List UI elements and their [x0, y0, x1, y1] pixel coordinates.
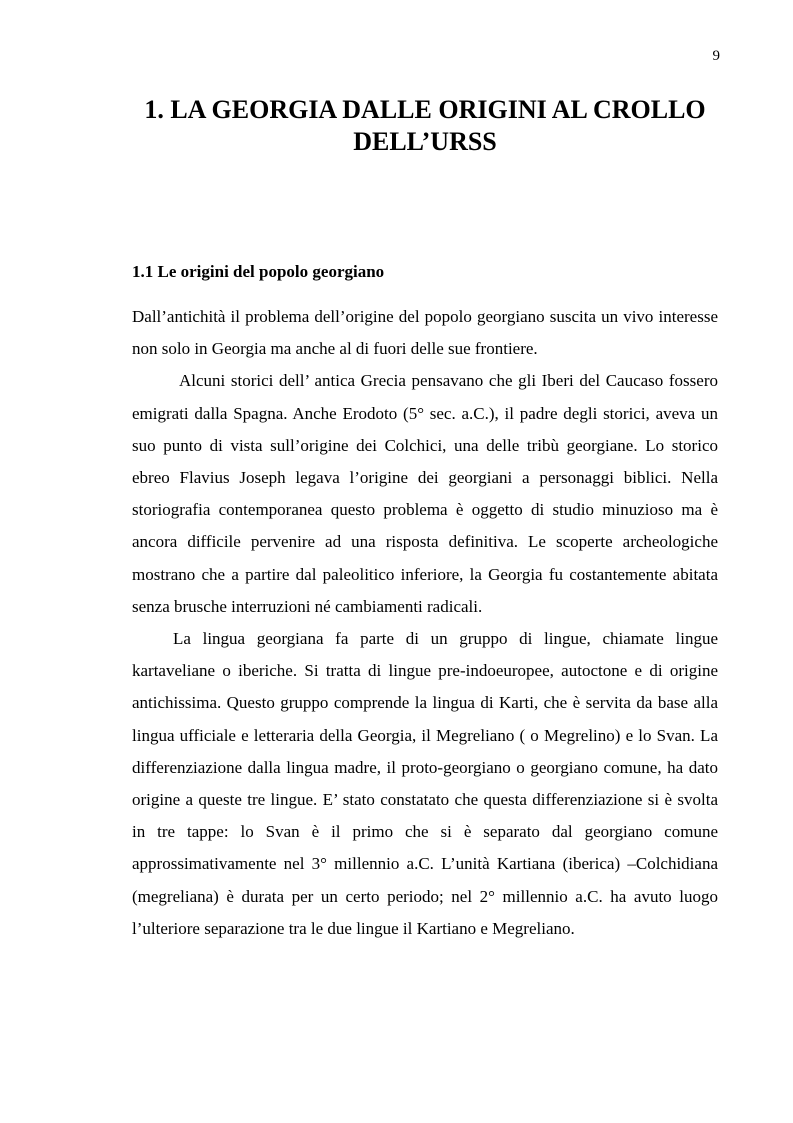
- body-text: [132, 301, 718, 945]
- paragraph-3: La lingua georgiana fa parte di un gruppo di lingue, chiamate lingue kartaveliane o iberiche. Si tratta di lingue pre-indoeuropee, autoctone e di origine antichissima. Questo gruppo comprende la lingua di Karti, che è servita da base alla lingua ufficiale e letteraria della Georgia, il Megreliano ( o Megrelino) e lo Svan. La differenziazione dalla lingua madre, il proto-georgiano o georgiano comune, ha dato origine a queste tre lingue. E’ stato constatato che questa differenziazione si è svolta in tre tappe: lo Svan è il primo che si è separato dal georgiano comune approssimativamente nel 3° millennio a.C. L’unità Kartiana (iberica) –Colchidiana (megreliana) è durata per un certo periodo; nel 2° millennio a.C. ha avuto luogo l’ulteriore separazione tra le due lingue il Kartiano e Megreliano.: [132, 629, 718, 938]
- chapter-title-line-1: 1. LA GEORGIA DALLE ORIGINI AL CROLLO: [144, 95, 706, 124]
- page-number: 9: [712, 48, 720, 64]
- section-heading: 1.1 Le origini del popolo georgiano: [132, 262, 385, 281]
- paragraph-2: Alcuni storici dell’ antica Grecia pensavano che gli Iberi del Caucaso fossero emigrati dalla Spagna. Anche Erodoto (5° sec. a.C.), il padre degli storici, aveva un suo punto di vista sull’origine dei Colchici, una delle tribù georgiane. Lo storico ebreo Flavius Joseph legava l’origine dei georgiani a personaggi biblici. Nella storiografia contemporanea questo problema è oggetto di studio minuzioso ma è ancora difficile pervenire ad una risposta definitiva. Le scoperte archeologiche mostrano che a partire dal paleolitico inferiore, la Georgia fu costantemente abitata senza brusche interruzioni né cambiamenti radicali.: [132, 371, 718, 616]
- chapter-title: [130, 94, 720, 158]
- chapter-title-line-2: DELL’URSS: [353, 127, 497, 156]
- paragraph-1: Dall’antichità il problema dell’origine del popolo georgiano suscita un vivo interesse non solo in Georgia ma anche al di fuori delle sue frontiere.: [132, 307, 718, 359]
